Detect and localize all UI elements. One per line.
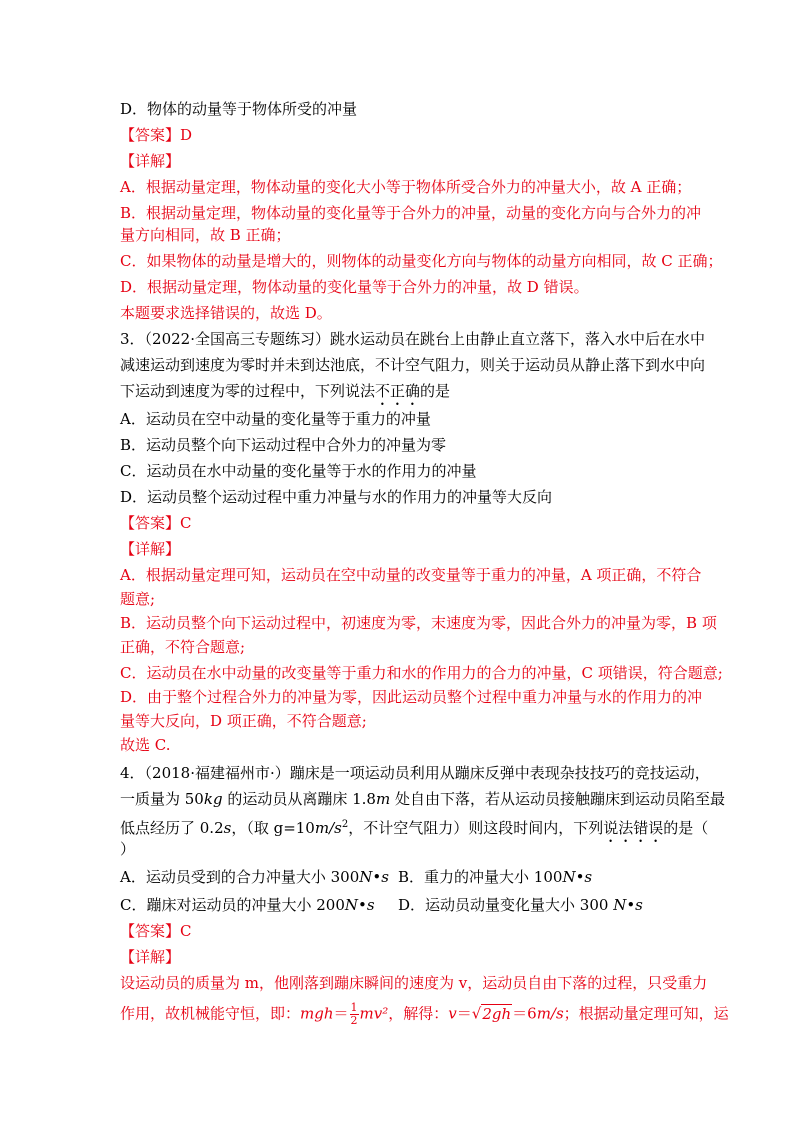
q3-stem-line: 3．（2022·全国高三专题练习）跳水运动员在跳台上由静止直立落下，落入水中后在水中	[120, 330, 705, 348]
q3-explain-line: A．根据动量定理可知，运动员在空中动量的改变量等于重力的冲量，A 项正确，不符合	[120, 566, 702, 584]
q4-unit: N•s	[562, 868, 593, 886]
q4-unit: s	[223, 819, 232, 837]
q3-detail-label: 【详解】	[120, 540, 181, 558]
q2-explain-line: B．根据动量定理，物体动量的变化量等于合外力的冲量，动量的变化方向与合外力的冲	[120, 204, 702, 222]
equation-term: mgh	[300, 1004, 334, 1023]
q3-option-a: A．运动员在空中动量的变化量等于重力的冲量	[120, 410, 431, 428]
q4-unit: N•s	[344, 896, 375, 914]
fraction-denominator: 2	[350, 1014, 358, 1027]
equation-term: mv²	[359, 1004, 389, 1023]
q3-option-b: B．运动员整个向下运动过程中合外力的冲量为零	[120, 436, 447, 454]
q4-detail-label: 【详解】	[120, 948, 181, 966]
q4-superscript: 2	[341, 819, 349, 830]
q2-answer: 【答案】D	[120, 126, 193, 144]
q4-explain-text: ，解得：	[388, 1004, 449, 1023]
q3-stem-line: 减速运动到速度为零时并未到达池底，不计空气阻力，则关于运动员从静止落下到水中向	[120, 356, 706, 374]
q3-explain-line: 正确，不符合题意;	[120, 638, 246, 656]
q3-option-d: D．运动员整个运动过程中重力冲量与水的作用力的冲量等大反向	[120, 488, 553, 506]
q4-emphasis: 说法错误	[603, 819, 664, 837]
q4-unit: m/s	[536, 1004, 564, 1023]
q2-option-d: D．物体的动量等于物体所受的冲量	[120, 100, 358, 118]
q4-option-a	[120, 866, 389, 888]
q3-option-c: C．运动员在水中动量的变化量等于水的作用力的冲量	[120, 462, 477, 480]
q4-unit: N•s	[613, 896, 643, 914]
q4-stem-line: ）	[120, 840, 136, 858]
q3-stem-text: 下运动到速度为零的过程中，下列说法	[120, 382, 376, 400]
q3-stem-line	[120, 380, 450, 409]
q2-detail-label: 【详解】	[120, 152, 181, 170]
q4-option-text: A．运动员受到的合力冲量大小 300	[120, 868, 360, 886]
equation-term: 2gh	[482, 1004, 512, 1023]
q2-explain-line: A．根据动量定理，物体动量的变化大小等于物体所受合外力的冲量大小，故 A 正确；	[120, 178, 692, 196]
q4-option-b	[398, 866, 592, 888]
q4-stem-text: 的是（	[663, 819, 709, 837]
q4-stem-text: 一质量为 50	[120, 790, 204, 808]
q4-unit: m/s	[314, 819, 342, 837]
q3-answer: 【答案】C	[120, 514, 192, 532]
fraction	[350, 1002, 359, 1027]
q4-stem-line	[120, 788, 725, 810]
q4-unit: N•s	[359, 868, 389, 886]
q4-unit: m	[375, 790, 391, 808]
q4-option-text: C．蹦床对运动员的冲量大小 200	[120, 896, 345, 914]
q4-option-text: B．重力的冲量大小 100	[398, 868, 563, 886]
q4-explain-line	[120, 1002, 729, 1027]
q3-explain-line: B．运动员整个向下运动过程中，初速度为零，末速度为零，因此合外力的冲量为零，B 项	[120, 614, 717, 632]
q4-option-d	[398, 894, 643, 916]
sqrt-symbol: √	[471, 1004, 482, 1023]
q3-explain-line: 量等大反向，D 项正确，不符合题意;	[120, 712, 367, 730]
q4-option-text: D．运动员动量变化量大小 300	[398, 896, 614, 914]
q3-explain-line: C．运动员在水中动量的改变量等于重力和水的作用力的合力的冲量，C 项错误，符合题意;	[120, 664, 723, 682]
q4-stem-text: 的运动员从离蹦床 1.8	[222, 790, 376, 808]
q4-answer: 【答案】C	[120, 922, 192, 940]
q4-stem-text: ，不计空气阻力）则这段时间内，下列	[348, 819, 604, 837]
q4-option-c	[120, 894, 375, 916]
q4-stem-text: ，（取 g=10	[231, 819, 315, 837]
q4-stem-text: 低点经历了 0.2	[120, 819, 224, 837]
q2-conclusion: 本题要求选择错误的，故选 D。	[120, 304, 332, 322]
fraction-numerator: 1	[350, 1001, 358, 1014]
q2-explain-line: C．如果物体的动量是增大的，则物体的动量变化方向与物体的动量方向相同，故 C 正确；	[120, 252, 723, 270]
q3-conclusion: 故选 C.	[120, 736, 171, 754]
q2-explain-line: D．根据动量定理，物体动量的变化量等于合外力的冲量，故 D 错误。	[120, 278, 589, 296]
equation-result: ＝6	[512, 1004, 537, 1023]
q4-stem-text: 处自由下落，若从运动员接触蹦床到运动员陷至最	[390, 790, 725, 808]
q3-explain-line: D．由于整个过程合外力的冲量为零，因此运动员整个过程中重力冲量与水的作用力的冲	[120, 688, 703, 706]
equation-term: v	[448, 1004, 457, 1023]
q3-explain-line: 题意;	[120, 590, 156, 608]
q4-explain-text: 作用，故机械能守恒，即：	[120, 1004, 301, 1023]
q4-stem-line	[120, 814, 708, 846]
q4-explain-line: 设运动员的质量为 m，他刚落到蹦床瞬间的速度为 v，运动员自由下落的过程，只受重力	[120, 974, 708, 992]
q4-explain-text: ；根据动量定理可知，运	[563, 1004, 729, 1023]
q2-explain-line: 量方向相同，故 B 正确；	[120, 226, 291, 244]
equation-sign: ＝	[333, 1004, 349, 1023]
q3-emphasis: 不正确	[375, 382, 421, 400]
q4-unit: kg	[203, 790, 223, 808]
q3-stem-text: 的是	[420, 382, 451, 400]
equation-sign: ＝	[456, 1004, 472, 1023]
q4-stem-line: 4．（2018·福建福州市·）蹦床是一项运动员利用从蹦床反弹中表现杂技技巧的竞技运动，	[120, 764, 710, 782]
